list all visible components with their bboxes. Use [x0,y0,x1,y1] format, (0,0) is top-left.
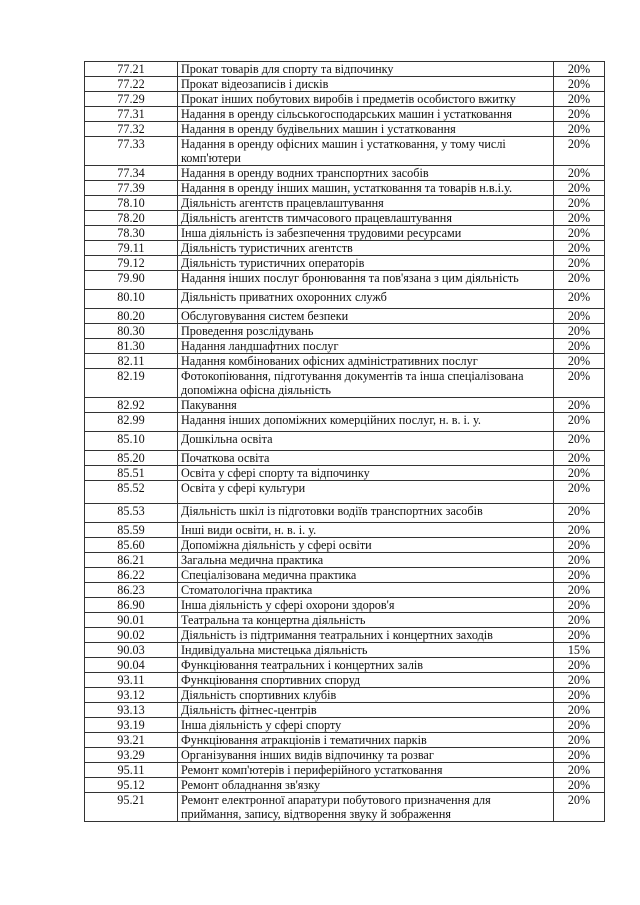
activity-name-cell: Функціювання атракціонів і тематичних парків [178,733,554,748]
activity-name-cell: Надання в оренду офісних машин і устатковання, у тому числі комп'ютери [178,137,554,166]
table-row [85,166,605,181]
kved-code-cell: 85.20 [85,451,178,466]
kved-code-cell: 78.10 [85,196,178,211]
kved-code-cell: 95.12 [85,778,178,793]
activity-name-cell: Початкова освіта [178,451,554,466]
activity-name-cell: Спеціалізована медична практика [178,568,554,583]
activity-name-cell: Пакування [178,398,554,413]
activity-name-cell: Прокат інших побутових виробів і предметів особистого вжитку [178,92,554,107]
table-row [85,226,605,241]
table-body [85,62,605,822]
activity-name-cell: Дошкільна освіта [178,432,554,451]
kved-code-cell: 85.60 [85,538,178,553]
table-row [85,778,605,793]
rate-cell: 20% [554,523,605,538]
activity-name-cell: Інша діяльність у сфері спорту [178,718,554,733]
table-row [85,137,605,166]
table-row [85,181,605,196]
kved-code-cell: 85.59 [85,523,178,538]
rate-cell: 20% [554,92,605,107]
kved-code-cell: 78.30 [85,226,178,241]
rate-cell: 20% [554,241,605,256]
rate-cell: 20% [554,290,605,309]
table-row [85,398,605,413]
kved-code-cell: 90.04 [85,658,178,673]
kved-code-cell: 80.20 [85,309,178,324]
table-row [85,673,605,688]
kved-code-cell: 86.23 [85,583,178,598]
table-row [85,62,605,77]
rate-cell: 20% [554,62,605,77]
table-row [85,369,605,398]
table-row [85,613,605,628]
table-row [85,553,605,568]
activity-name-cell: Надання ландшафтних послуг [178,339,554,354]
kved-code-cell: 77.31 [85,107,178,122]
activity-name-cell: Діяльність туристичних операторів [178,256,554,271]
kved-code-cell: 82.99 [85,413,178,432]
table-row [85,718,605,733]
kved-rate-table [84,61,605,822]
rate-cell: 20% [554,166,605,181]
activity-name-cell: Загальна медична практика [178,553,554,568]
table-row [85,481,605,504]
rate-cell: 20% [554,763,605,778]
kved-code-cell: 82.92 [85,398,178,413]
kved-code-cell: 77.39 [85,181,178,196]
rate-cell: 20% [554,122,605,137]
rate-cell: 20% [554,553,605,568]
activity-name-cell: Прокат товарів для спорту та відпочинку [178,62,554,77]
activity-name-cell: Діяльність туристичних агентств [178,241,554,256]
kved-code-cell: 90.01 [85,613,178,628]
rate-cell: 20% [554,137,605,166]
activity-name-cell: Допоміжна діяльність у сфері освіти [178,538,554,553]
table-row [85,733,605,748]
rate-cell: 20% [554,211,605,226]
table-row [85,122,605,137]
activity-name-cell: Інша діяльність із забезпечення трудовими ресурсами [178,226,554,241]
table-row [85,466,605,481]
kved-code-cell: 77.21 [85,62,178,77]
activity-name-cell: Організування інших видів відпочинку та розваг [178,748,554,763]
kved-code-cell: 86.22 [85,568,178,583]
rate-cell: 20% [554,451,605,466]
table-row [85,196,605,211]
kved-code-cell: 93.11 [85,673,178,688]
kved-code-cell: 95.21 [85,793,178,822]
rate-cell: 20% [554,658,605,673]
table-row [85,451,605,466]
activity-name-cell: Надання в оренду інших машин, устатковання та товарів н.в.і.у. [178,181,554,196]
kved-code-cell: 90.02 [85,628,178,643]
activity-name-cell: Діяльність шкіл із підготовки водіїв транспортних засобів [178,504,554,523]
activity-name-cell: Надання в оренду будівельних машин і устатковання [178,122,554,137]
kved-code-cell: 85.52 [85,481,178,504]
activity-name-cell: Освіта у сфері культури [178,481,554,504]
activity-name-cell: Освіта у сфері спорту та відпочинку [178,466,554,481]
rate-cell: 20% [554,703,605,718]
activity-name-cell: Інша діяльність у сфері охорони здоров'я [178,598,554,613]
rate-cell: 15% [554,643,605,658]
rate-cell: 20% [554,613,605,628]
kved-code-cell: 77.34 [85,166,178,181]
kved-code-cell: 81.30 [85,339,178,354]
table-row [85,256,605,271]
activity-name-cell: Діяльність приватних охоронних служб [178,290,554,309]
activity-name-cell: Ремонт комп'ютерів і периферійного устатковання [178,763,554,778]
rate-cell: 20% [554,628,605,643]
rate-cell: 20% [554,432,605,451]
rate-cell: 20% [554,339,605,354]
rate-cell: 20% [554,271,605,290]
rate-cell: 20% [554,309,605,324]
activity-name-cell: Діяльність агентств працевлаштування [178,196,554,211]
table-row [85,568,605,583]
kved-code-cell: 78.20 [85,211,178,226]
rate-cell: 20% [554,413,605,432]
rate-cell: 20% [554,778,605,793]
activity-name-cell: Діяльність фітнес-центрів [178,703,554,718]
kved-code-cell: 79.11 [85,241,178,256]
rate-cell: 20% [554,568,605,583]
activity-name-cell: Функціювання спортивних споруд [178,673,554,688]
kved-code-cell: 80.30 [85,324,178,339]
table-row [85,290,605,309]
kved-code-cell: 85.53 [85,504,178,523]
kved-code-cell: 93.21 [85,733,178,748]
kved-code-cell: 85.51 [85,466,178,481]
activity-name-cell: Діяльність спортивних клубів [178,688,554,703]
table-row [85,107,605,122]
table-row [85,643,605,658]
table-row [85,271,605,290]
activity-name-cell: Надання інших послуг бронювання та пов'язана з цим діяльність [178,271,554,290]
rate-cell: 20% [554,196,605,211]
rate-cell: 20% [554,673,605,688]
rate-cell: 20% [554,583,605,598]
kved-code-cell: 79.90 [85,271,178,290]
table-row [85,354,605,369]
table-row [85,793,605,822]
table-row [85,583,605,598]
rate-cell: 20% [554,733,605,748]
table-row [85,432,605,451]
kved-code-cell: 82.11 [85,354,178,369]
table-row [85,748,605,763]
kved-code-cell: 82.19 [85,369,178,398]
rate-cell: 20% [554,718,605,733]
activity-name-cell: Надання комбінованих офісних адміністративних послуг [178,354,554,369]
activity-name-cell: Фотокопіювання, підготування документів та інша спеціалізована допоміжна офісна діяльність [178,369,554,398]
table-row [85,211,605,226]
rate-cell: 20% [554,226,605,241]
rate-cell: 20% [554,256,605,271]
activity-name-cell: Надання в оренду водних транспортних засобів [178,166,554,181]
table-row [85,703,605,718]
rate-cell: 20% [554,107,605,122]
table-row [85,538,605,553]
activity-name-cell: Індивідуальна мистецька діяльність [178,643,554,658]
table-row [85,339,605,354]
activity-name-cell: Діяльність агентств тимчасового працевлаштування [178,211,554,226]
rate-cell: 20% [554,598,605,613]
table-row [85,628,605,643]
activity-name-cell: Ремонт електронної апаратури побутового призначення для приймання, запису, відтворення звуку й зображення [178,793,554,822]
kved-code-cell: 77.33 [85,137,178,166]
kved-code-cell: 80.10 [85,290,178,309]
table-row [85,413,605,432]
table-row [85,598,605,613]
table-row [85,688,605,703]
kved-code-cell: 93.13 [85,703,178,718]
activity-name-cell: Інші види освіти, н. в. і. у. [178,523,554,538]
kved-code-cell: 90.03 [85,643,178,658]
kved-code-cell: 77.29 [85,92,178,107]
rate-cell: 20% [554,466,605,481]
table-row [85,309,605,324]
rate-cell: 20% [554,538,605,553]
kved-code-cell: 77.32 [85,122,178,137]
activity-name-cell: Обслуговування систем безпеки [178,309,554,324]
table-row [85,763,605,778]
rate-cell: 20% [554,398,605,413]
rate-cell: 20% [554,369,605,398]
table-row [85,241,605,256]
activity-name-cell: Проведення розслідувань [178,324,554,339]
activity-name-cell: Стоматологічна практика [178,583,554,598]
table-row [85,658,605,673]
rate-cell: 20% [554,688,605,703]
table-row [85,77,605,92]
activity-name-cell: Прокат відеозаписів і дисків [178,77,554,92]
rate-cell: 20% [554,324,605,339]
rate-cell: 20% [554,481,605,504]
kved-code-cell: 95.11 [85,763,178,778]
table-row [85,324,605,339]
activity-name-cell: Театральна та концертна діяльність [178,613,554,628]
activity-name-cell: Надання інших допоміжних комерційних послуг, н. в. і. у. [178,413,554,432]
kved-code-cell: 93.19 [85,718,178,733]
rate-cell: 20% [554,748,605,763]
activity-name-cell: Надання в оренду сільськогосподарських машин і устатковання [178,107,554,122]
kved-code-cell: 77.22 [85,77,178,92]
rate-cell: 20% [554,793,605,822]
kved-code-cell: 86.90 [85,598,178,613]
table-row [85,523,605,538]
rate-cell: 20% [554,504,605,523]
kved-code-cell: 86.21 [85,553,178,568]
rate-cell: 20% [554,354,605,369]
activity-name-cell: Діяльність із підтримання театральних і концертних заходів [178,628,554,643]
activity-name-cell: Функціювання театральних і концертних залів [178,658,554,673]
table-row [85,92,605,107]
table-row [85,504,605,523]
activity-name-cell: Ремонт обладнання зв'язку [178,778,554,793]
kved-code-cell: 93.12 [85,688,178,703]
kved-code-cell: 79.12 [85,256,178,271]
kved-code-cell: 93.29 [85,748,178,763]
kved-code-cell: 85.10 [85,432,178,451]
rate-cell: 20% [554,181,605,196]
rate-cell: 20% [554,77,605,92]
